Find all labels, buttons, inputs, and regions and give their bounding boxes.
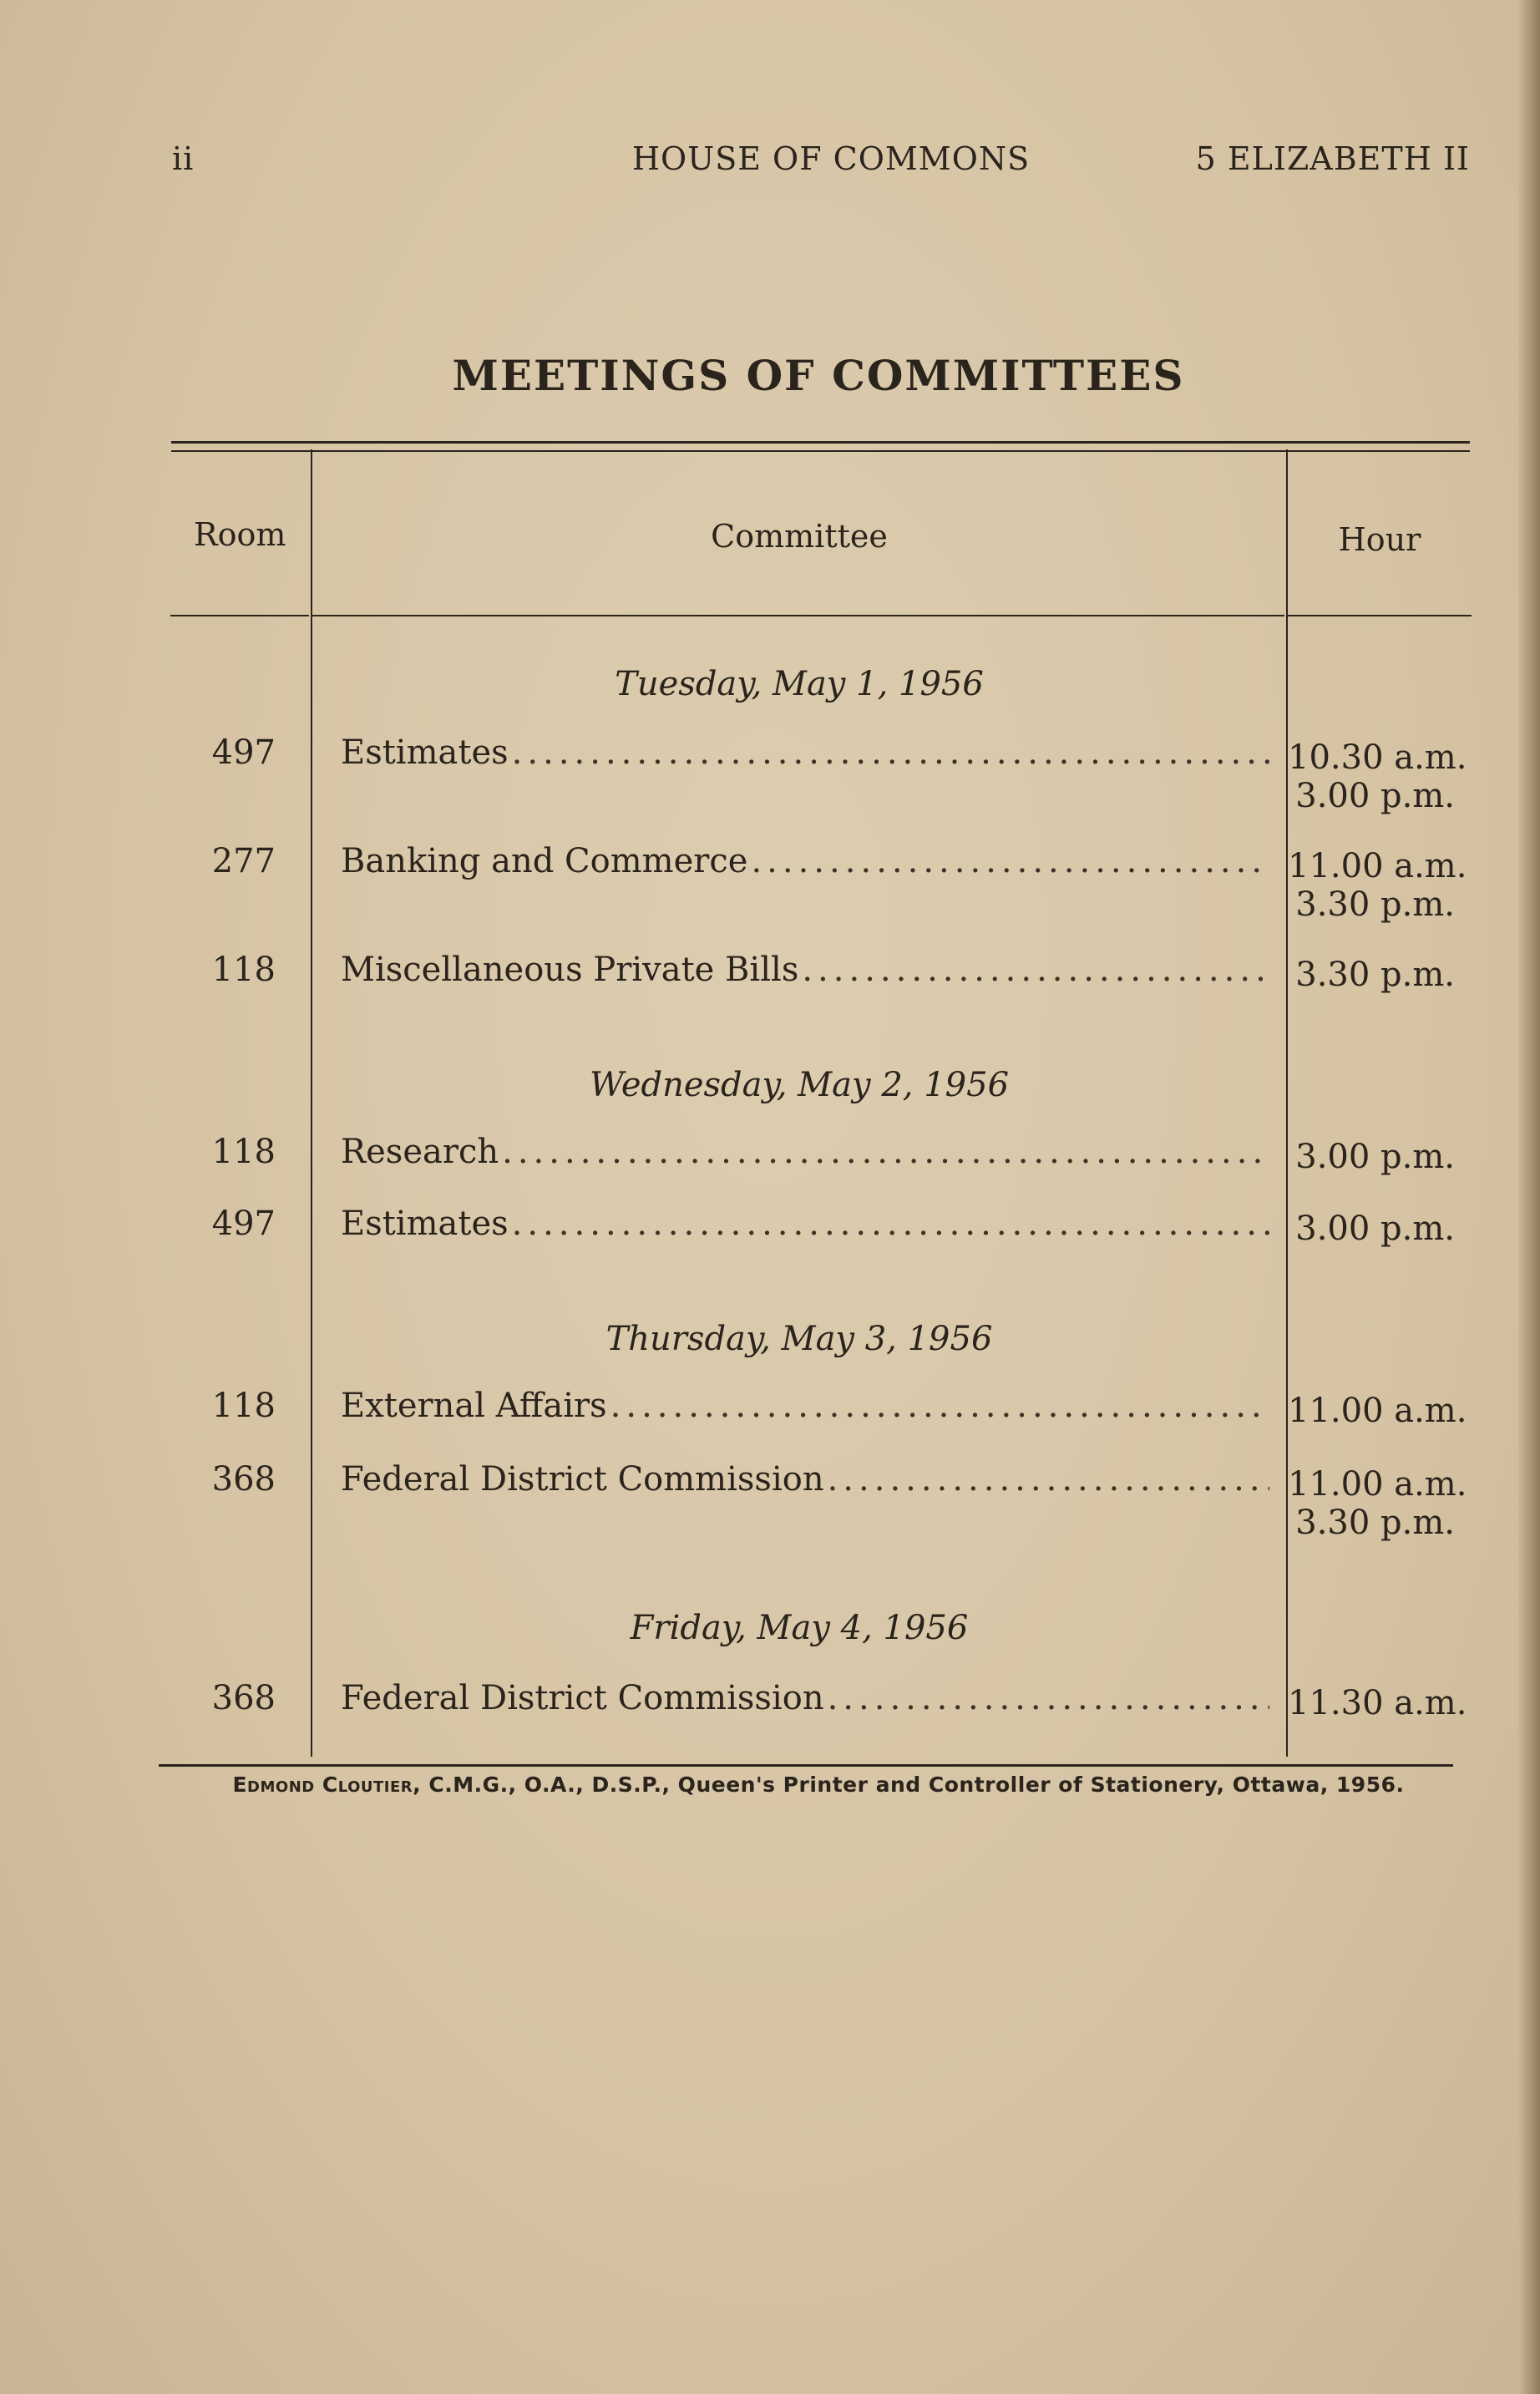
committee-label: Estimates [341, 1205, 509, 1243]
room-number: 118 [211, 1387, 276, 1425]
meeting-hours [1288, 1465, 1467, 1542]
meeting-hours [1288, 1684, 1467, 1722]
dot-leader [610, 1387, 1269, 1425]
page-edge [1518, 0, 1540, 2394]
running-head [167, 140, 1470, 182]
committee-name [341, 1133, 1269, 1171]
hour-value: 3.00 p.m. [1295, 777, 1455, 815]
printer-details: , C.M.G., O.A., D.S.P., Queen's Printer and Controller of Stationery, Ottawa, 1956. [413, 1773, 1405, 1797]
hour-value: 11.00 a.m. [1288, 1465, 1467, 1504]
committee-name [341, 951, 1269, 989]
committee-label: Miscellaneous Private Bills [341, 951, 799, 989]
room-number: 118 [211, 951, 276, 989]
committee-label: Banking and Commerce [341, 842, 748, 880]
table-row [167, 951, 1472, 1001]
table-row [167, 1679, 1472, 1729]
committee-name [341, 1205, 1269, 1243]
table-row [167, 1205, 1472, 1255]
dot-leader [828, 1460, 1269, 1499]
column-header-room: Room [194, 516, 286, 553]
table-row [167, 733, 1472, 815]
committee-label: Federal District Commission [341, 1460, 824, 1499]
committee-table [167, 449, 1472, 1752]
committee-name [341, 1387, 1269, 1425]
running-head-session: 5 ELIZABETH II [1195, 140, 1470, 177]
committee-label: External Affairs [341, 1387, 607, 1425]
meeting-hours [1288, 847, 1467, 924]
hour-value: 11.00 a.m. [1288, 1392, 1467, 1430]
meeting-hours [1288, 956, 1455, 994]
meeting-hours [1288, 738, 1467, 815]
printer-imprint [167, 1773, 1470, 1797]
day-heading: Thursday, May 3, 1956 [605, 1320, 993, 1358]
hour-value: 3.00 p.m. [1295, 1138, 1455, 1176]
meeting-hours [1288, 1138, 1455, 1176]
column-header-committee: Committee [711, 518, 888, 555]
day-heading: Friday, May 4, 1956 [630, 1609, 969, 1647]
committee-label: Research [341, 1133, 499, 1171]
page-title: MEETINGS OF COMMITTEES [452, 351, 1185, 400]
day-heading: Wednesday, May 2, 1956 [589, 1066, 1010, 1104]
committee-label: Estimates [341, 733, 509, 772]
dot-leader [512, 1205, 1269, 1243]
header-rule-committee [312, 615, 1284, 616]
table-row [167, 842, 1472, 924]
hour-value: 3.30 p.m. [1295, 1504, 1455, 1542]
hour-value: 3.30 p.m. [1295, 956, 1455, 994]
meeting-hours [1288, 1392, 1467, 1430]
hour-value: 3.30 p.m. [1295, 885, 1455, 924]
day-heading: Tuesday, May 1, 1956 [615, 665, 984, 703]
table-row [167, 1460, 1472, 1542]
column-header-hour: Hour [1338, 521, 1421, 558]
room-number: 368 [211, 1679, 276, 1717]
dot-leader [828, 1679, 1269, 1717]
meeting-hours [1288, 1210, 1455, 1248]
header-rule-room [170, 615, 309, 616]
dot-leader [512, 733, 1269, 772]
room-number: 497 [211, 733, 276, 772]
hour-value: 11.00 a.m. [1288, 847, 1467, 885]
room-number: 368 [211, 1460, 276, 1499]
committee-label: Federal District Commission [341, 1679, 824, 1717]
table-bottom-rule [159, 1764, 1453, 1767]
hour-value: 3.00 p.m. [1295, 1210, 1455, 1248]
printer-name: Edmond Cloutier [232, 1773, 413, 1797]
dot-leader [751, 842, 1269, 880]
table-row [167, 1133, 1472, 1183]
room-number: 497 [211, 1205, 276, 1243]
room-number: 118 [211, 1133, 276, 1171]
running-head-title: HOUSE OF COMMONS [631, 140, 1031, 177]
dot-leader [502, 1133, 1269, 1171]
column-divider-hour [1286, 449, 1288, 1757]
dot-leader [802, 951, 1269, 989]
committee-name [341, 1679, 1269, 1717]
hour-value: 10.30 a.m. [1288, 738, 1467, 777]
room-number: 277 [211, 842, 276, 880]
hour-value: 11.30 a.m. [1288, 1684, 1467, 1722]
header-rule-hour [1288, 615, 1472, 616]
page-number: ii [172, 140, 195, 177]
committee-name [341, 733, 1269, 772]
committee-name [341, 1460, 1269, 1499]
table-row [167, 1387, 1472, 1437]
committee-name [341, 842, 1269, 880]
